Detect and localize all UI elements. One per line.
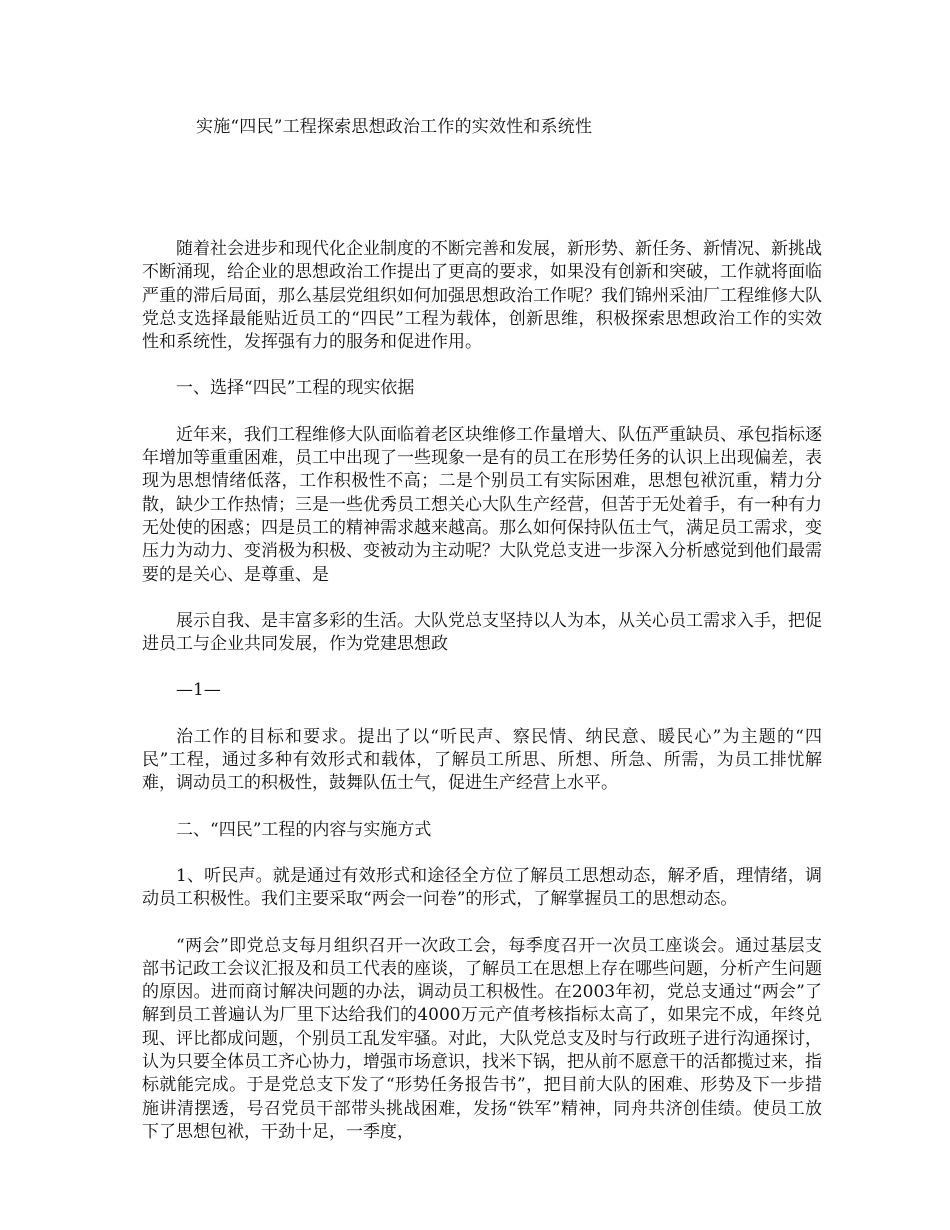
page-number: —1— [176,680,221,701]
section-heading-1: 一、选择“四民”工程的现实依据 [176,378,415,399]
paragraph-listen: 1、听民声。就是通过有效形式和途径全方位了解员工思想动态，解矛盾，理情绪，调动员工积极性。我们主要采取“两会一问卷”的形式，了解掌握员工的思想动态。 [142,865,822,910]
paragraph-goals: 治工作的目标和要求。提出了以“听民声、察民情、纳民意、暖民心”为主题的“四民”工程，通过多种有效形式和载体，了解员工所思、所想、所急、所需，为员工排忧解难，调动员工的积极性，鼓舞队伍士气，促进生产经营上水平。 [142,726,822,794]
paragraph-background: 近年来，我们工程维修大队面临着老区块维修工作量增大、队伍严重缺员、承包指标逐年增加等重重困难，员工中出现了一些现象一是有的员工在形势任务的认识上出现偏差，表现为思想情绪低落，工作积极性不高；二是个别员工有实际困难，思想包袱沉重，精力分散，缺少工作热情；三是一些优秀员工想关心大队生产经营，但苦于无处着手，有一种有力无处使的困惑；四是员工的精神需求越来越高。那么如何保持队伍士气，满足员工需求，变压力为动力、变消极为积极、变被动为主动呢？大队党总支进一步深入分析感觉到他们最需要的是关心、是尊重、是 [142,424,822,585]
document-title: 实施“四民”工程探索思想政治工作的实效性和系统性 [196,117,593,137]
section-heading-2: 二、“四民”工程的内容与实施方式 [176,819,432,840]
paragraph-two-meetings: “两会”即党总支每月组织召开一次政工会，每季度召开一次员工座谈会。通过基层支部书记政工会议汇报及和员工代表的座谈，了解员工在思想上存在哪些问题，分析产生问题的原因。进而商讨解决问题的办法，调动员工积极性。在2003年初，党总支通过“两会”了解到员工普遍认为厂里下达给我们的4000万元产值考核指标太高了，如果完不成，年终兑现、评比都成问题，个别员工乱发牢骚。对此，大队党总支及时与行政班子进行沟通探讨，认为只要全体员工齐心协力，增强市场意识，找米下锅，把从前不愿意干的活都揽过来，指标就能完成。于是党总支下发了“形势任务报告书”，把目前大队的困难、形势及下一步措施讲清摆透，号召党员干部带头挑战困难，发扬“铁军”精神，同舟共济创佳绩。使员工放下了思想包袱，干劲十足，一季度， [142,935,822,1142]
document-body [142,238,822,1167]
paragraph-intro: 随着社会进步和现代化企业制度的不断完善和发展，新形势、新任务、新情况、新挑战不断涌现，给企业的思想政治工作提出了更高的要求，如果没有创新和突破，工作就将面临严重的滞后局面，那么基层党组织如何加强思想政治工作呢？我们锦州采油厂工程维修大队党总支选择最能贴近员工的“四民”工程为载体，创新思维，积极探索思想政治工作的实效性和系统性，发挥强有力的服务和促进作用。 [142,239,822,353]
paragraph-continuation: 展示自我、是丰富多彩的生活。大队党总支坚持以人为本，从关心员工需求入手，把促进员工与企业共同发展，作为党建思想政 [142,610,822,655]
